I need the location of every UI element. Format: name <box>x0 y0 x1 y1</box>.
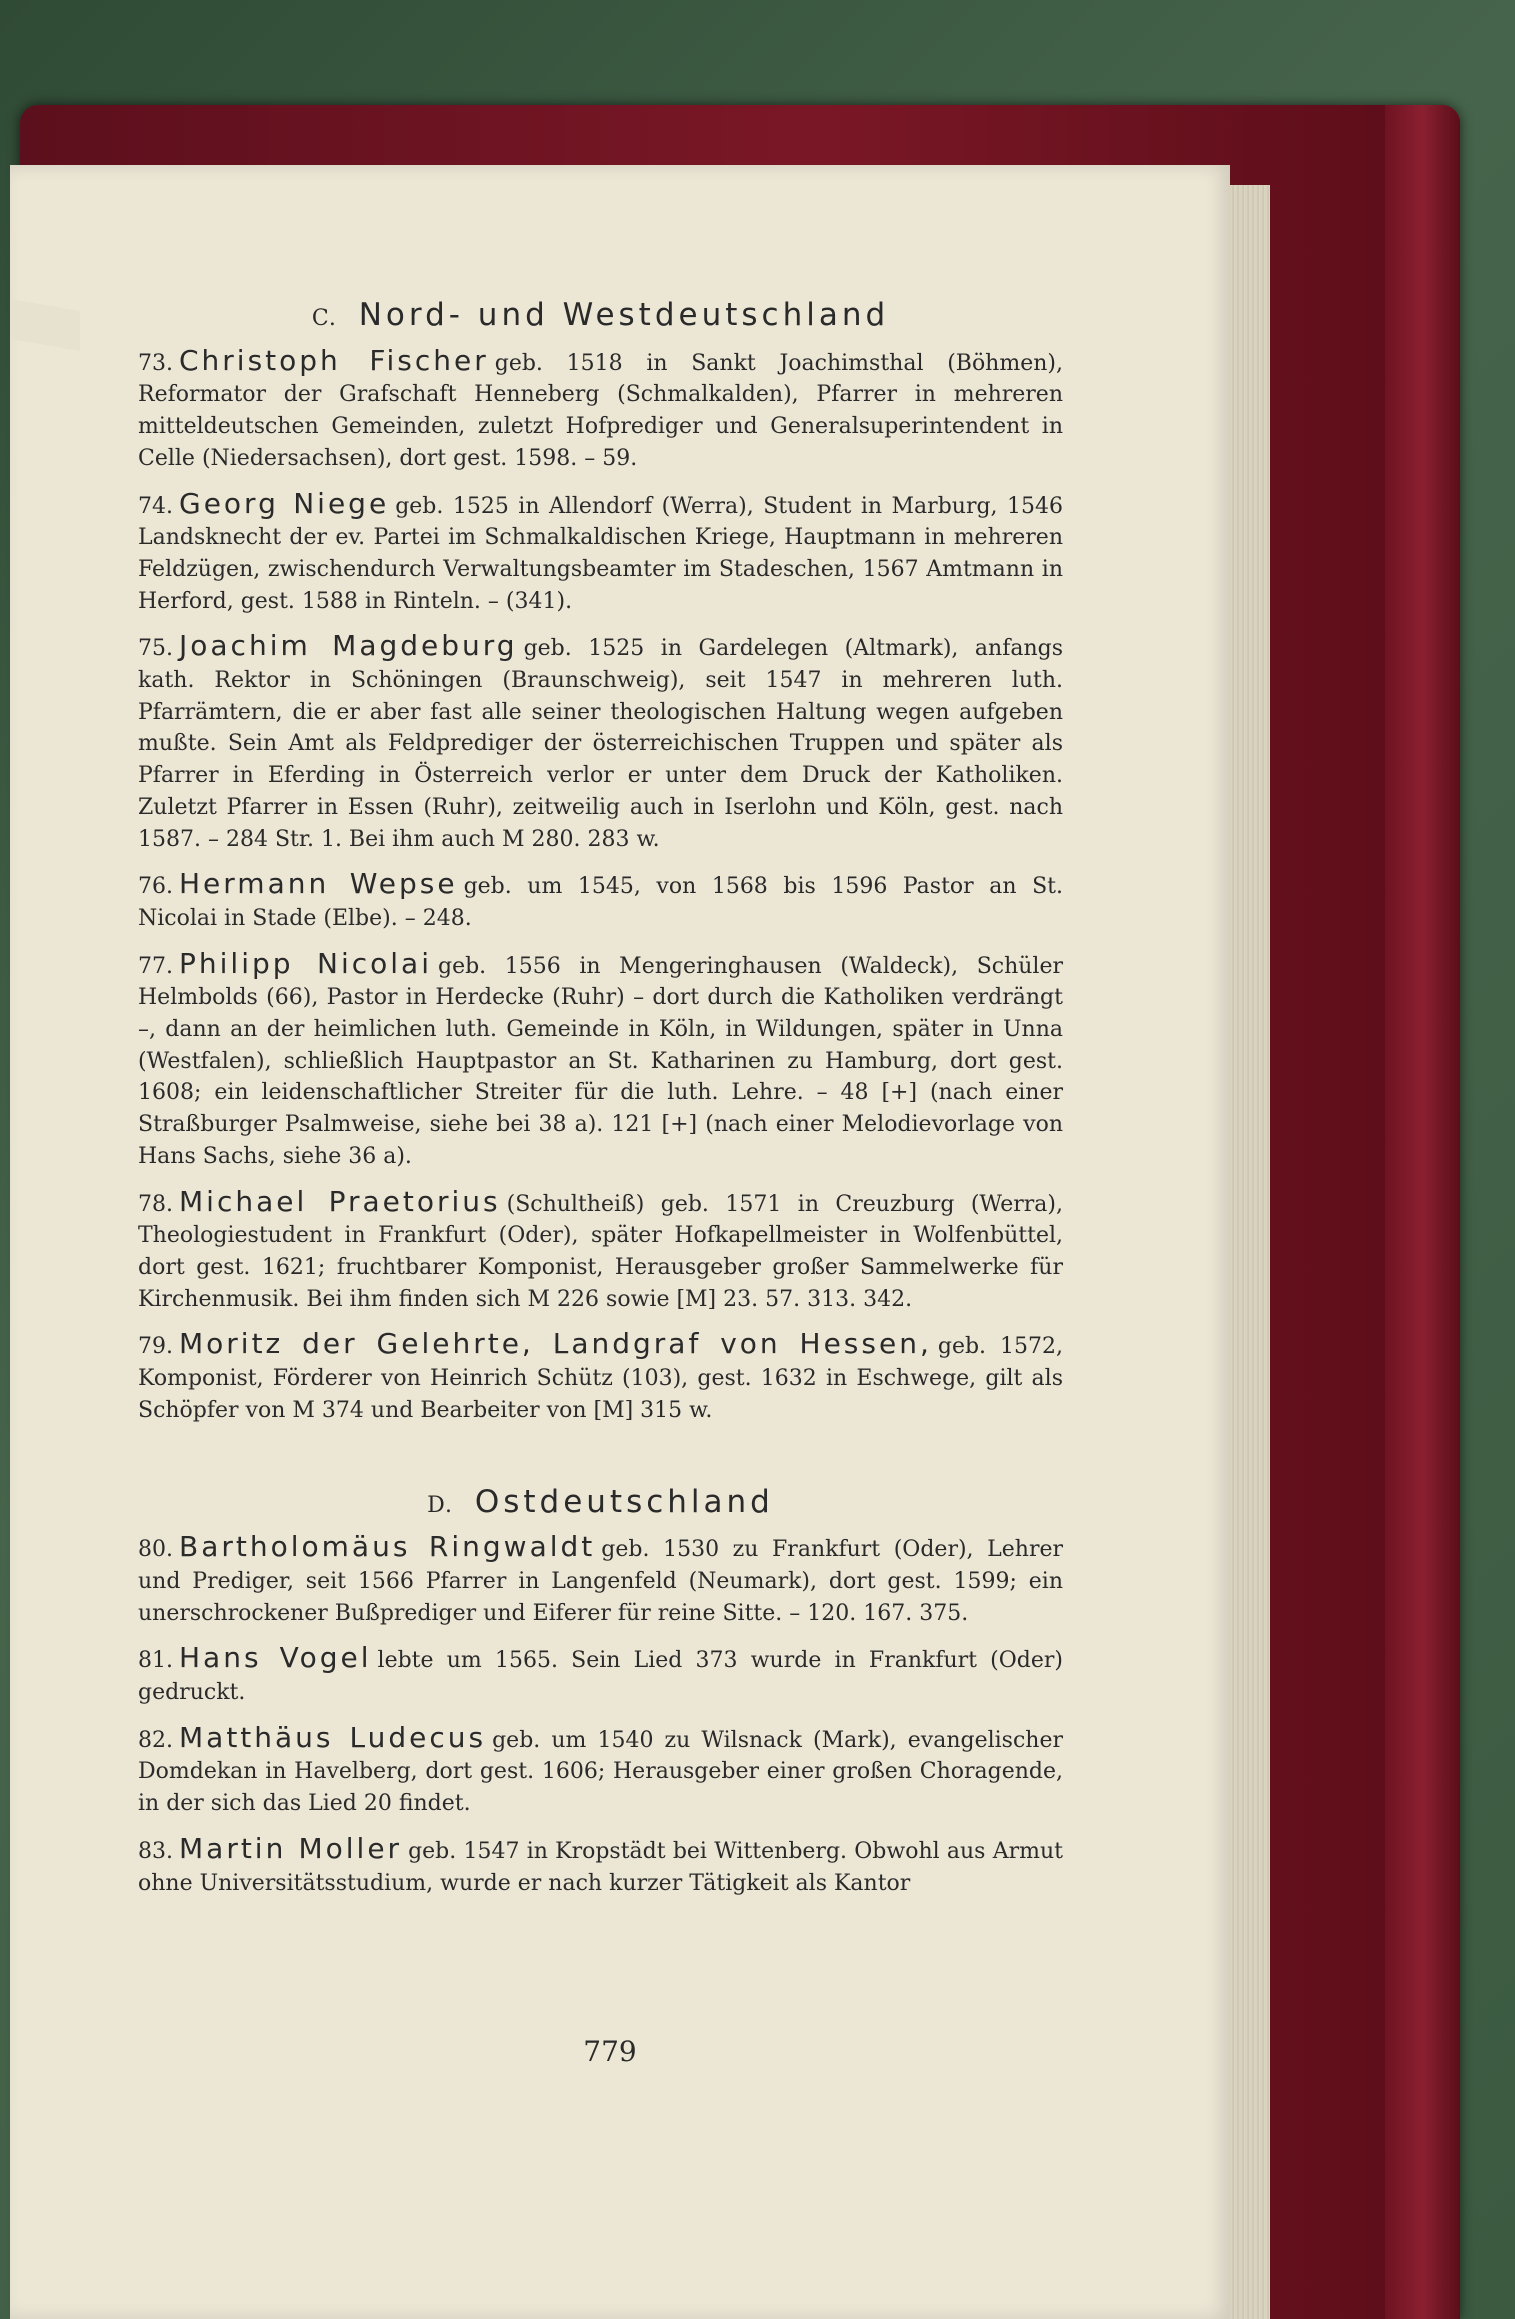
entry-text: geb. 1518 in Sankt Joachimsthal (Böhmen), Reformator der Grafschaft Henneberg (Schmalkalden), Pfarrer in mehreren mitteldeutschen Gemeinden, zuletzt Hofprediger und Generalsuperintendent in Celle (Niedersachsen), dort gest. 1598. – 59. <box>138 350 1063 471</box>
biography-entry <box>138 488 1063 618</box>
entries-list-d <box>138 1531 1063 1899</box>
section-heading-c <box>138 297 1063 335</box>
biography-entry <box>138 345 1063 475</box>
entry-text: geb. um 1540 zu Wilsnack (Mark), evangelischer Domdekan in Havelberg, dort gest. 1606; Herausgeber einer großen Choragende, in der sich das Lied 20 findet. <box>138 1727 1063 1817</box>
biography-entry <box>138 948 1063 1173</box>
entry-number: 73. <box>138 350 173 376</box>
section-letter: C. <box>311 306 337 331</box>
page-stack <box>1230 185 1270 2319</box>
page-content <box>138 297 1064 1912</box>
section-title: Ostdeutschland <box>474 1483 774 1520</box>
entry-text: geb. 1530 zu Frankfurt (Oder), Lehrer und Prediger, seit 1566 Pfarrer in Langenfeld (Neumark), dort gest. 1599; ein unerschrockener Bußprediger und Eiferer für reine Sitte. – 120. 167. 375. <box>138 1537 1064 1626</box>
entry-text: (Schultheiß) geb. 1571 in Creuzburg (Werra), Theologiestudent in Frankfurt (Oder), später Hofkapellmeister in Wolfenbüttel, dort gest. 1621; fruchtbarer Komponist, Herausgeber großer Sammelwerke für Kirchenmusik. Bei ihm finden sich M 226 sowie [M] 23. 57. 313. 342. <box>138 1191 1063 1312</box>
entry-text: geb. um 1545, von 1568 bis 1596 Pastor an St. Nicolai in Stade (Elbe). – 248. <box>138 874 1063 931</box>
entry-name: Hermann Wepse <box>179 867 458 901</box>
entry-number: 83. <box>138 1838 173 1864</box>
entry-number: 76. <box>138 874 173 900</box>
entry-text: geb. 1525 in Gardelegen (Altmark), anfangs kath. Rektor in Schöningen (Braunschweig), seit 1547 in mehreren luth. Pfarrämtern, die er aber fast alle seiner theologischen Haltung wegen aufgeben mußte. Sein Amt als Feldprediger der österreichischen Truppen und später als Pfarrer in Eferding in Österreich verlor er unter dem Druck der Katholiken. Zuletzt Pfarrer in Essen (Ruhr), zeitweilig auch in Iserlohn und Köln, gest. nach 1587. – 284 Str. 1. Bei ihm auch M 280. 283 w. <box>138 636 1064 852</box>
entry-number: 75. <box>138 636 173 662</box>
entry-text: geb. 1572, Komponist, Förderer von Heinrich Schütz (103), gest. 1632 in Eschwege, gilt als Schöpfer von M 374 und Bearbeiter von [M] 315 w. <box>138 1334 1063 1423</box>
biography-entry <box>138 1642 1063 1708</box>
entry-name: Hans Vogel <box>179 1641 372 1675</box>
entries-list-c <box>138 345 1063 1427</box>
entry-name: Bartholomäus Ringwaldt <box>179 1530 596 1564</box>
entry-name: Moritz der Gelehrte, Landgraf von Hessen, <box>179 1327 932 1361</box>
page-tab <box>10 299 80 351</box>
entry-number: 77. <box>138 953 173 979</box>
section-title: Nord- und Westdeutschland <box>358 297 890 333</box>
page-number: 779 <box>583 2035 637 2068</box>
entry-name: Matthäus Ludecus <box>179 1720 487 1754</box>
section-letter: D. <box>427 1492 453 1518</box>
entry-number: 80. <box>138 1537 173 1563</box>
entry-name: Georg Niege <box>179 486 390 520</box>
entry-number: 78. <box>138 1191 173 1217</box>
entry-number: 81. <box>138 1648 173 1674</box>
biography-entry <box>138 868 1063 934</box>
biography-entry <box>138 1833 1063 1899</box>
entry-text: geb. 1556 in Mengeringhausen (Waldeck), Schüler Helmbolds (66), Pastor in Herdecke (Ruhr) – dort durch die Katholiken verdrängt –, dann an der heimlichen luth. Gemeinde in Köln, in Wildungen, später in Unna (Westfalen), schließlich Hauptpastor an St. Katharinen zu Hamburg, dort gest. 1608; ein leidenschaftlicher Streiter für die luth. Lehre. – 48 [+] (nach einer Straßburger Psalmweise, siehe bei 38 a). 121 [+] (nach einer Melodievorlage von Hans Sachs, siehe 36 a). <box>138 953 1063 1169</box>
entry-text: geb. 1525 in Allendorf (Werra), Student in Marburg, 1546 Landsknecht der ev. Partei im Schmalkaldischen Kriege, Hauptmann in mehreren Feldzügen, zwischendurch Verwaltungsbeamter im Stadeschen, 1567 Amtmann in Herford, gest. 1588 in Rinteln. – (341). <box>138 493 1063 614</box>
biography-entry <box>138 630 1063 855</box>
biography-entry <box>138 1531 1063 1629</box>
book-cover-edge <box>1385 105 1460 2319</box>
entry-text: lebte um 1565. Sein Lied 373 wurde in Frankfurt (Oder) gedruckt. <box>138 1648 1064 1706</box>
entry-name: Joachim Magdeburg <box>179 629 518 663</box>
entry-number: 79. <box>138 1334 173 1360</box>
biography-entry <box>138 1328 1063 1426</box>
section-heading-d <box>138 1483 1063 1522</box>
entry-name: Michael Praetorius <box>179 1184 501 1218</box>
entry-name: Christoph Fischer <box>179 343 489 377</box>
entry-name: Philipp Nicolai <box>179 946 432 980</box>
entry-number: 74. <box>138 493 173 519</box>
biography-entry <box>138 1722 1063 1820</box>
entry-text: geb. 1547 in Kropstädt bei Wittenberg. Obwohl aus Armut ohne Universitätsstudium, wurde er nach kurzer Tätigkeit als Kantor <box>138 1838 1063 1896</box>
biography-entry <box>138 1186 1063 1316</box>
entry-name: Martin Moller <box>179 1831 403 1865</box>
entry-number: 82. <box>138 1727 173 1753</box>
